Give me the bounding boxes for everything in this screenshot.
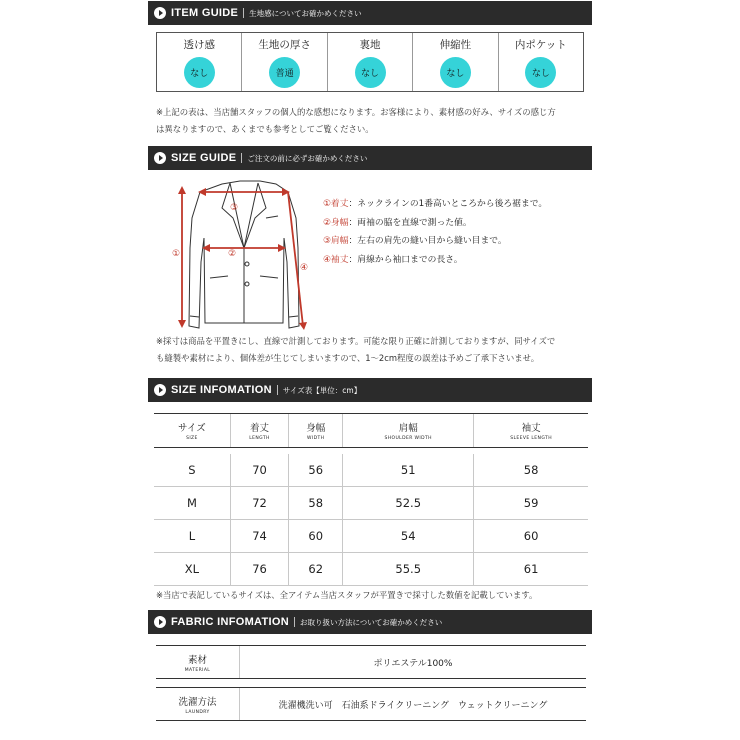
table-cell: 60 — [474, 520, 588, 553]
table-cell: 51 — [343, 454, 474, 487]
fabric-row-value: ポリエステル100% — [373, 658, 453, 669]
guide-cell-transparency — [157, 33, 242, 91]
measure-legend — [323, 195, 547, 269]
guide-label: 透け感 — [183, 39, 215, 51]
table-cell: 59 — [474, 487, 588, 520]
play-circle-icon — [154, 7, 166, 19]
table-cell: L — [154, 520, 230, 553]
guide-value-badge: なし — [184, 57, 215, 88]
table-cell: S — [154, 454, 230, 487]
table-cell: 62 — [289, 553, 343, 586]
measure-item-width: ②身幅：両袖の脇を直線で測った値。 — [323, 217, 472, 228]
fabric-info-header — [148, 610, 592, 634]
section-subtitle: サイズ表【単位：cm】 — [282, 385, 362, 395]
fabric-row-material — [156, 645, 586, 679]
item-guide-table — [156, 32, 584, 92]
divider — [294, 617, 295, 627]
figure-label-3: ③ — [230, 203, 239, 213]
divider — [277, 385, 278, 395]
table-cell: 60 — [289, 520, 343, 553]
table-row — [154, 487, 588, 520]
table-cell: 58 — [474, 454, 588, 487]
guide-cell-stretch — [413, 33, 498, 91]
table-row — [154, 454, 588, 487]
item-guide-header — [148, 1, 592, 25]
table-row — [154, 553, 588, 586]
section-title: SIZE GUIDE — [171, 152, 237, 164]
table-cell: 72 — [230, 487, 288, 520]
measure-item-sleeve: ④袖丈：肩線から袖口までの長さ。 — [323, 254, 463, 265]
guide-cell-inner-pocket — [499, 33, 583, 91]
section-title: SIZE INFOMATION — [171, 384, 272, 396]
play-circle-icon — [154, 616, 166, 628]
guide-label: 伸縮性 — [439, 39, 472, 51]
guide-value-badge: 普通 — [269, 57, 300, 88]
col-header-size: サイズ SIZE — [154, 414, 230, 448]
table-cell: 70 — [230, 454, 288, 487]
table-cell: 54 — [343, 520, 474, 553]
divider — [243, 8, 244, 18]
figure-label-2: ② — [228, 249, 237, 259]
size-guide-note — [156, 333, 586, 367]
arrow-head — [178, 320, 186, 328]
table-cell: 52.5 — [343, 487, 474, 520]
fabric-row-laundry — [156, 687, 586, 721]
col-header-width: 身幅 WIDTH — [289, 414, 343, 448]
table-cell: M — [154, 487, 230, 520]
table-cell: 76 — [230, 553, 288, 586]
figure-label-4: ④ — [300, 263, 309, 273]
fabric-row-head: 洗濯方法 LAUNDRY — [156, 688, 240, 720]
table-row — [154, 520, 588, 553]
play-circle-icon — [154, 384, 166, 396]
play-circle-icon — [154, 152, 166, 164]
guide-cell-lining — [328, 33, 413, 91]
size-guide-header — [148, 146, 592, 170]
section-subtitle: ご注文の前に必ずお確かめください — [247, 153, 368, 163]
size-info-header — [148, 378, 592, 402]
table-cell: 55.5 — [343, 553, 474, 586]
jacket-diagram — [170, 178, 315, 332]
col-header-shoulder: 肩幅 SHOULDER WIDTH — [343, 414, 474, 448]
guide-cell-thickness — [242, 33, 327, 91]
section-title: ITEM GUIDE — [171, 7, 239, 19]
fabric-row-head: 素材 MATERIAL — [156, 646, 240, 678]
size-info-note: ※当店で表記しているサイズは、全アイテム当店スタッフが平置きで採寸した数値を記載しています。 — [156, 590, 538, 600]
table-cell: 74 — [230, 520, 288, 553]
note-line: ※採寸は商品を平置きにし、直線で計測しております。可能な限り正確に計測しておりますが、同サイズで — [156, 336, 556, 346]
guide-label: 内ポケット — [514, 39, 567, 51]
section-subtitle: 生地感についてお確かめください — [249, 8, 362, 18]
guide-value-badge: なし — [440, 57, 471, 88]
note-line: も縫製や素材により、個体差が生じてしまいますので、1〜2cm程度の誤差は予めご了承下さいませ。 — [156, 353, 540, 363]
size-table-header-row — [154, 414, 588, 448]
measure-item-shoulder: ③肩幅：左右の肩先の縫い目から縫い目まで。 — [323, 236, 507, 246]
table-cell: XL — [154, 553, 230, 586]
guide-value-badge: なし — [525, 57, 556, 88]
note-line: は異なりますので、あくまでも参考としてご覧ください。 — [156, 124, 374, 134]
divider — [241, 153, 242, 163]
section-title: FABRIC INFOMATION — [171, 616, 289, 628]
section-subtitle: お取り扱い方法についてお確かめください — [299, 617, 443, 627]
measure-item-length: ①着丈：ネックラインの1番高いところから後ろ裾まで。 — [323, 199, 548, 209]
guide-value-badge: なし — [355, 57, 386, 88]
figure-label-1: ① — [172, 249, 181, 259]
guide-label: 生地の厚さ — [258, 39, 311, 51]
arrow-head — [299, 322, 307, 330]
col-header-sleeve: 袖丈 SLEEVE LENGTH — [474, 414, 588, 448]
col-header-length: 着丈 LENGTH — [230, 414, 288, 448]
table-cell: 56 — [289, 454, 343, 487]
fabric-row-value: 洗濯機洗い可 石油系ドライクリーニング ウェットクリーニング — [278, 700, 548, 711]
table-cell: 58 — [289, 487, 343, 520]
size-table — [154, 413, 588, 586]
note-line: ※上記の表は、当店舗スタッフの個人的な感想になります。お客様により、素材感の好み、サイズの感じ方 — [156, 107, 556, 117]
arrow-head — [178, 186, 186, 194]
button — [245, 262, 249, 266]
button — [245, 282, 249, 286]
item-guide-note — [156, 104, 586, 138]
table-cell: 61 — [474, 553, 588, 586]
guide-label: 裏地 — [359, 39, 381, 51]
